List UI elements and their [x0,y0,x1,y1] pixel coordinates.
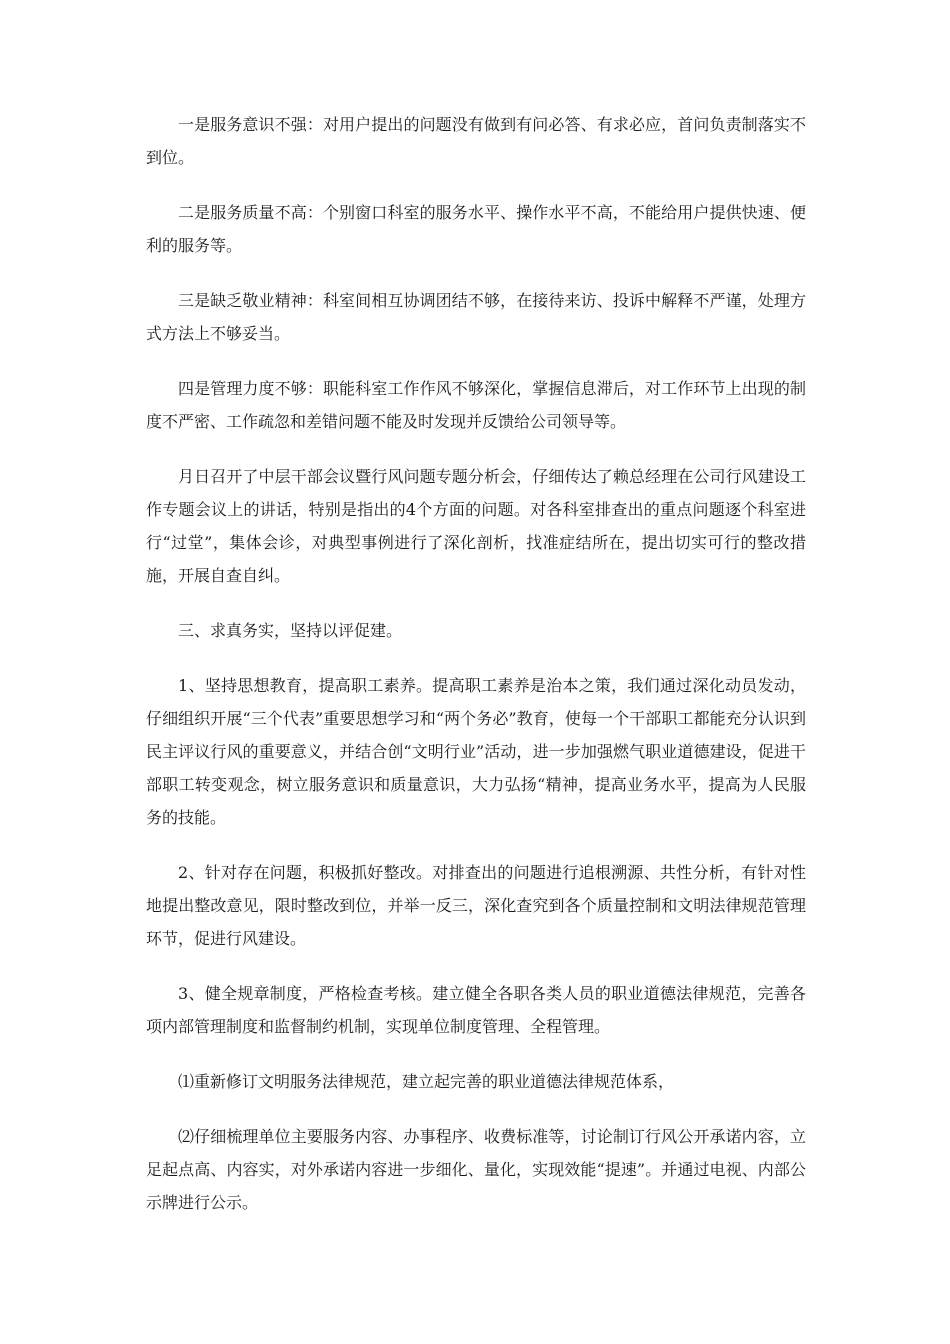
paragraph-issue-1: 一是服务意识不强：对用户提出的问题没有做到有问必答、有求必应，首问负责制落实不到位。 [146,115,806,167]
document-body [146,108,806,1241]
paragraph-measure-1: 1、坚持思想教育，提高职工素养。提高职工素养是治本之策，我们通过深化动员发动，仔细组织开展“三个代表”重要思想学习和“两个务必”教育，使每一个干部职工都能充分认识到民主评议行风的重要意义，并结合创“文明行业”活动，进一步加强燃气职业道德建设，促进干部职工转变观念，树立服务意识和质量意识，大力弘扬“精神，提高业务水平，提高为人民服务的技能。 [146,676,806,827]
paragraph-measure-3: 3、健全规章制度，严格检查考核。建立健全各职各类人员的职业道德法律规范，完善各项内部管理制度和监督制约机制，实现单位制度管理、全程管理。 [146,984,806,1036]
section-heading: 三、求真务实，坚持以评促建。 [178,621,403,640]
paragraph-issue-2: 二是服务质量不高：个别窗口科室的服务水平、操作水平不高，不能给用户提供快速、便利的服务等。 [146,203,806,255]
paragraph-measure-2: 2、针对存在问题，积极抓好整改。对排查出的问题进行追根溯源、共性分析，有针对性地提出整改意见，限时整改到位，并举一反三，深化查究到各个质量控制和文明法律规范管理环节，促进行风建设。 [146,863,806,948]
paragraph-meeting: 月日召开了中层干部会议暨行风问题专题分析会，仔细传达了赖总经理在公司行风建设工作专题会议上的讲话，特别是指出的4个方面的问题。对各科室排查出的重点问题逐个科室进行“过堂”，集体会诊，对典型事例进行了深化剖析，找准症结所在，提出切实可行的整改措施，开展自查自纠。 [146,467,806,585]
paragraph-sub-2: ⑵仔细梳理单位主要服务内容、办事程序、收费标准等，讨论制订行风公开承诺内容，立足起点高、内容实，对外承诺内容进一步细化、量化，实现效能“提速”。并通过电视、内部公示牌进行公示。 [146,1127,806,1212]
paragraph-issue-3: 三是缺乏敬业精神：科室间相互协调团结不够，在接待来访、投诉中解释不严谨，处理方式方法上不够妥当。 [146,291,806,343]
paragraph-issue-4: 四是管理力度不够：职能科室工作作风不够深化，掌握信息滞后，对工作环节上出现的制度不严密、工作疏忽和差错问题不能及时发现并反馈给公司领导等。 [146,379,806,431]
paragraph-sub-1: ⑴重新修订文明服务法律规范，建立起完善的职业道德法律规范体系， [178,1072,675,1091]
